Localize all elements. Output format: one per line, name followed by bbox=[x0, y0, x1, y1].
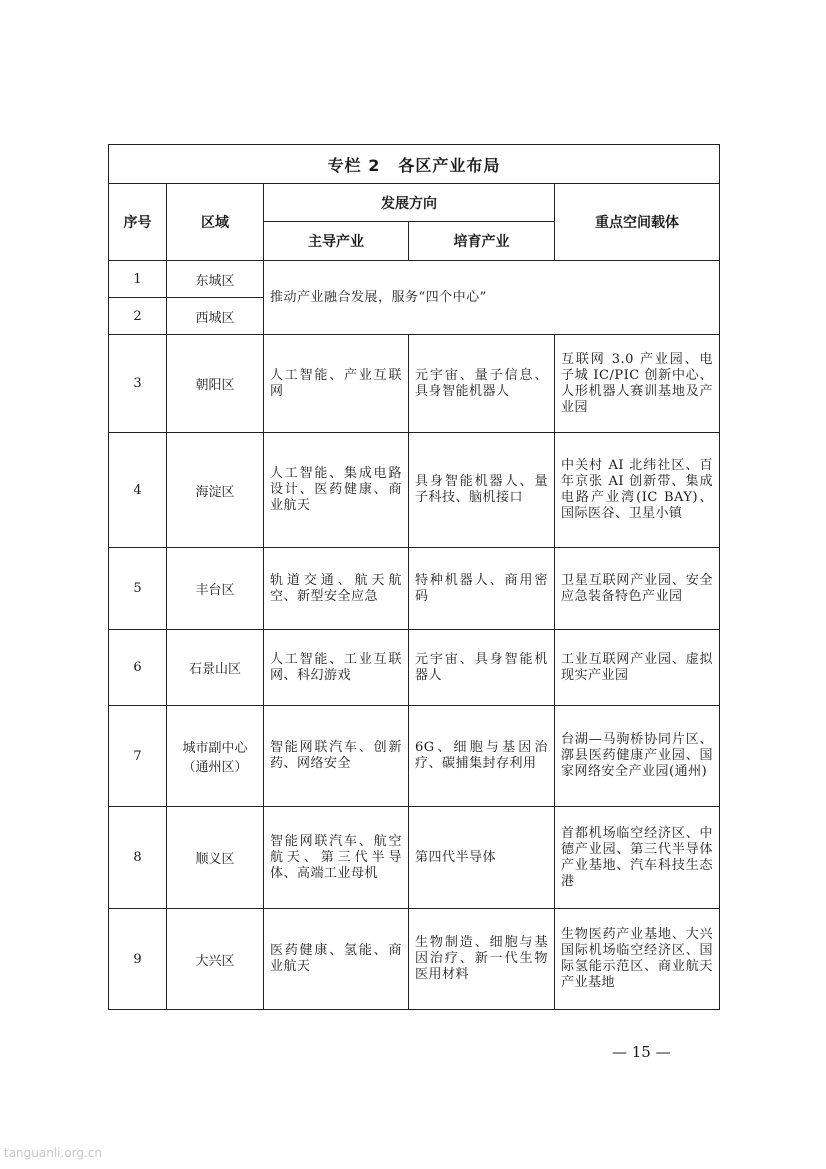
header-cultivating: 培育产业 bbox=[409, 222, 555, 261]
header-district: 区域 bbox=[167, 184, 264, 261]
row-number: 9 bbox=[109, 909, 167, 1010]
row-district-line1: 城市副中心 bbox=[182, 741, 248, 756]
row-number: 4 bbox=[109, 433, 167, 548]
row-number: 6 bbox=[109, 630, 167, 706]
header-direction: 发展方向 bbox=[264, 184, 555, 222]
row-cultivating: 具身智能机器人、量子科技、脑机接口 bbox=[409, 433, 555, 548]
title-text: 各区产业布局 bbox=[398, 155, 501, 175]
header-leading: 主导产业 bbox=[264, 222, 409, 261]
row-carrier: 工业互联网产业园、虚拟现实产业园 bbox=[555, 630, 720, 706]
row-leading: 医药健康、氢能、商业航天 bbox=[264, 909, 409, 1010]
row-leading: 轨道交通、航天航空、新型安全应急 bbox=[264, 548, 409, 630]
row-carrier: 互联网 3.0 产业园、电子城 IC/PIC 创新中心、人形机器人赛训基地及产业园 bbox=[555, 335, 720, 433]
industry-layout-table bbox=[108, 144, 720, 1010]
row-district: 大兴区 bbox=[167, 909, 264, 1010]
row-cultivating: 第四代半导体 bbox=[409, 807, 555, 909]
page-number: — 15 — bbox=[612, 1043, 671, 1061]
row-district: 海淀区 bbox=[167, 433, 264, 548]
row-district: 顺义区 bbox=[167, 807, 264, 909]
merged-direction-text: 推动产业融合发展，服务“四个中心” bbox=[264, 261, 720, 335]
row-district: 丰台区 bbox=[167, 548, 264, 630]
row-carrier: 生物医药产业基地、大兴国际机场临空经济区、国际氢能示范区、商业航天产业基地 bbox=[555, 909, 720, 1010]
row-number: 7 bbox=[109, 706, 167, 807]
row-number: 2 bbox=[109, 298, 167, 335]
table-row bbox=[109, 433, 720, 548]
row-district: 石景山区 bbox=[167, 630, 264, 706]
row-leading: 智能网联汽车、创新药、网络安全 bbox=[264, 706, 409, 807]
row-leading: 人工智能、产业互联网 bbox=[264, 335, 409, 433]
row-number: 3 bbox=[109, 335, 167, 433]
row-carrier: 中关村 AI 北纬社区、百年京张 AI 创新带、集成电路产业湾(IC BAY)、国际医谷、卫星小镇 bbox=[555, 433, 720, 548]
table-row bbox=[109, 548, 720, 630]
header-seq: 序号 bbox=[109, 184, 167, 261]
watermark-text: tanguanli.org.cn bbox=[4, 1146, 103, 1160]
row-carrier: 卫星互联网产业园、安全应急装备特色产业园 bbox=[555, 548, 720, 630]
row-leading: 智能网联汽车、航空航天、第三代半导体、高端工业母机 bbox=[264, 807, 409, 909]
row-cultivating: 6G、细胞与基因治疗、碳捕集封存利用 bbox=[409, 706, 555, 807]
row-cultivating: 元宇宙、量子信息、具身智能机器人 bbox=[409, 335, 555, 433]
row-number: 1 bbox=[109, 261, 167, 298]
row-carrier: 台湖—马驹桥协同片区、漷县医药健康产业园、国家网络安全产业园(通州) bbox=[555, 706, 720, 807]
row-leading: 人工智能、工业互联网、科幻游戏 bbox=[264, 630, 409, 706]
row-cultivating: 元宇宙、具身智能机器人 bbox=[409, 630, 555, 706]
row-district: 朝阳区 bbox=[167, 335, 264, 433]
header-carrier: 重点空间载体 bbox=[555, 184, 720, 261]
row-district: 东城区 bbox=[167, 261, 264, 298]
row-number: 8 bbox=[109, 807, 167, 909]
table-row bbox=[109, 706, 720, 807]
row-cultivating: 特种机器人、商用密码 bbox=[409, 548, 555, 630]
table-title bbox=[109, 145, 720, 184]
row-carrier: 首都机场临空经济区、中德产业园、第三代半导体产业基地、汽车科技生态港 bbox=[555, 807, 720, 909]
row-district: 西城区 bbox=[167, 298, 264, 335]
row-district-line2: （通州区） bbox=[182, 760, 248, 775]
table-row bbox=[109, 909, 720, 1010]
title-number: 专栏 2 bbox=[327, 155, 381, 175]
table-row bbox=[109, 630, 720, 706]
row-leading: 人工智能、集成电路设计、医药健康、商业航天 bbox=[264, 433, 409, 548]
table-row bbox=[109, 807, 720, 909]
row-cultivating: 生物制造、细胞与基因治疗、新一代生物医用材料 bbox=[409, 909, 555, 1010]
row-district bbox=[167, 706, 264, 807]
row-number: 5 bbox=[109, 548, 167, 630]
table-row bbox=[109, 261, 720, 298]
table-row bbox=[109, 335, 720, 433]
